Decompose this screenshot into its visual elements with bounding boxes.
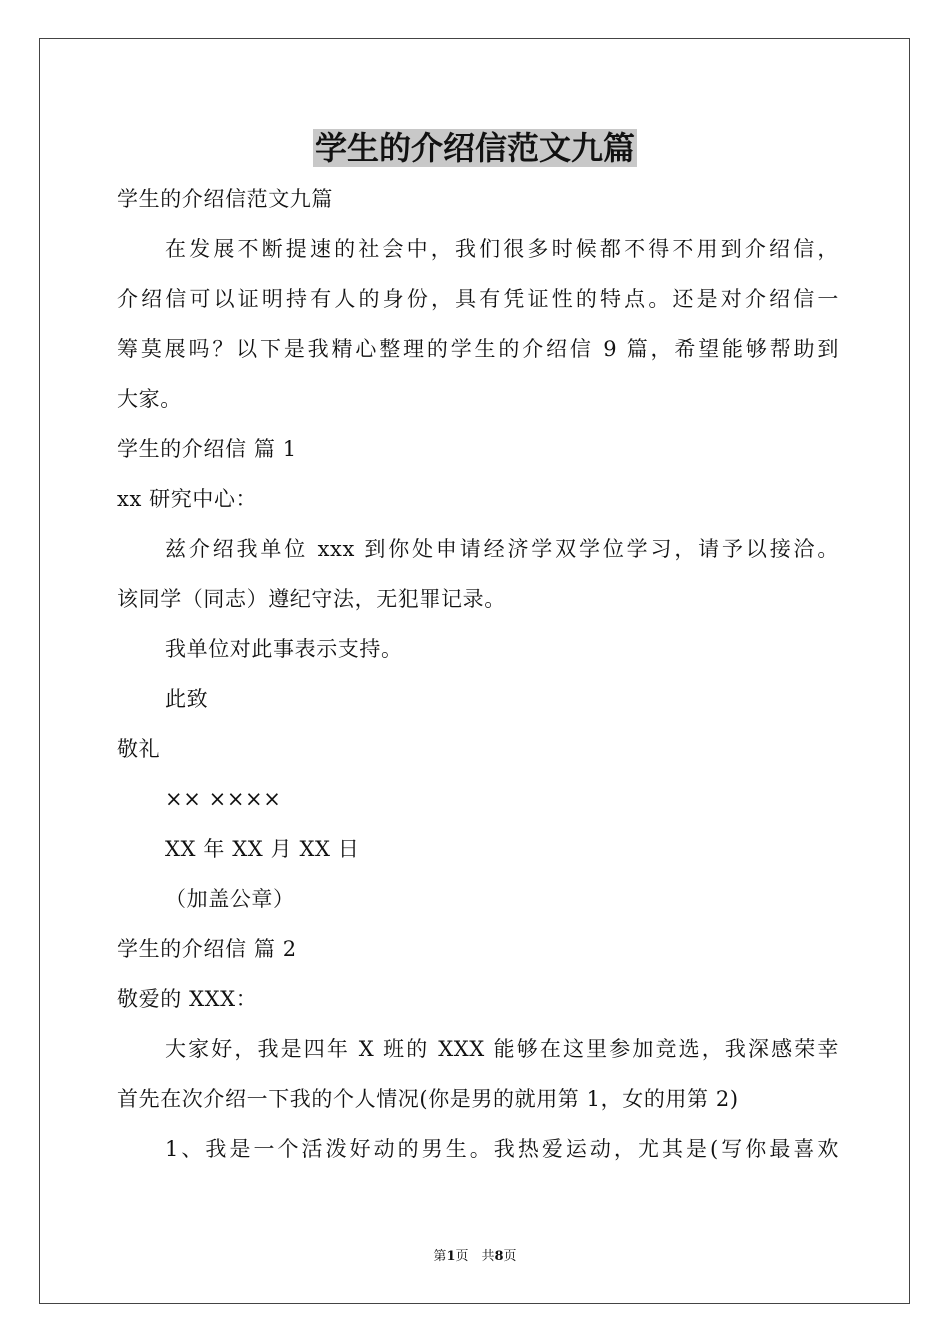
page-footer bbox=[0, 1248, 950, 1266]
text-line: 1、我是一个活泼好动的男生。我热爱运动，尤其是(写你最喜欢 bbox=[165, 1137, 839, 1161]
text-line: 学生的介绍信 篇 1 bbox=[117, 437, 297, 461]
footer-page-total: 8 bbox=[494, 1249, 504, 1264]
text-line: XX 年 XX 月 XX 日 bbox=[165, 837, 360, 861]
text-line: 兹介绍我单位 xxx 到你处申请经济学双学位学习，请予以接洽。 bbox=[165, 537, 839, 561]
footer-page-mid: 页 共 bbox=[455, 1249, 495, 1264]
text-line: 此致 bbox=[165, 687, 209, 711]
text-line: 学生的介绍信范文九篇 bbox=[117, 187, 333, 211]
text-line: 我单位对此事表示支持。 bbox=[165, 637, 403, 661]
footer-page-suffix: 页 bbox=[503, 1249, 517, 1264]
text-line: 筹莫展吗？以下是我精心整理的学生的介绍信 9 篇，希望能够帮助到 bbox=[117, 337, 839, 361]
text-line: 介绍信可以证明持有人的身份，具有凭证性的特点。还是对介绍信一 bbox=[117, 287, 839, 311]
text-line: 敬爱的 XXX： bbox=[117, 987, 258, 1011]
document-body bbox=[117, 174, 839, 1174]
text-line: 敬礼 bbox=[117, 737, 161, 761]
footer-page-prefix: 第 bbox=[433, 1249, 447, 1264]
text-line: 该同学（同志）遵纪守法，无犯罪记录。 bbox=[117, 587, 506, 611]
document-title bbox=[0, 127, 950, 169]
text-line: （加盖公章） bbox=[165, 887, 295, 911]
text-line: 首先在次介绍一下我的个人情况(你是男的就用第 1，女的用第 2) bbox=[117, 1087, 739, 1111]
text-line: xx 研究中心： bbox=[117, 487, 258, 511]
document-title-text: 学生的介绍信范文九篇 bbox=[314, 129, 635, 167]
text-line: 在发展不断提速的社会中，我们很多时候都不得不用到介绍信， bbox=[165, 237, 839, 261]
text-line: ×× ×××× bbox=[165, 787, 282, 811]
text-line: 大家好，我是四年 X 班的 XXX 能够在这里参加竞选，我深感荣幸 bbox=[165, 1037, 839, 1061]
text-line: 学生的介绍信 篇 2 bbox=[117, 937, 297, 961]
text-line: 大家。 bbox=[117, 387, 182, 411]
footer-page-current: 1 bbox=[446, 1249, 456, 1264]
